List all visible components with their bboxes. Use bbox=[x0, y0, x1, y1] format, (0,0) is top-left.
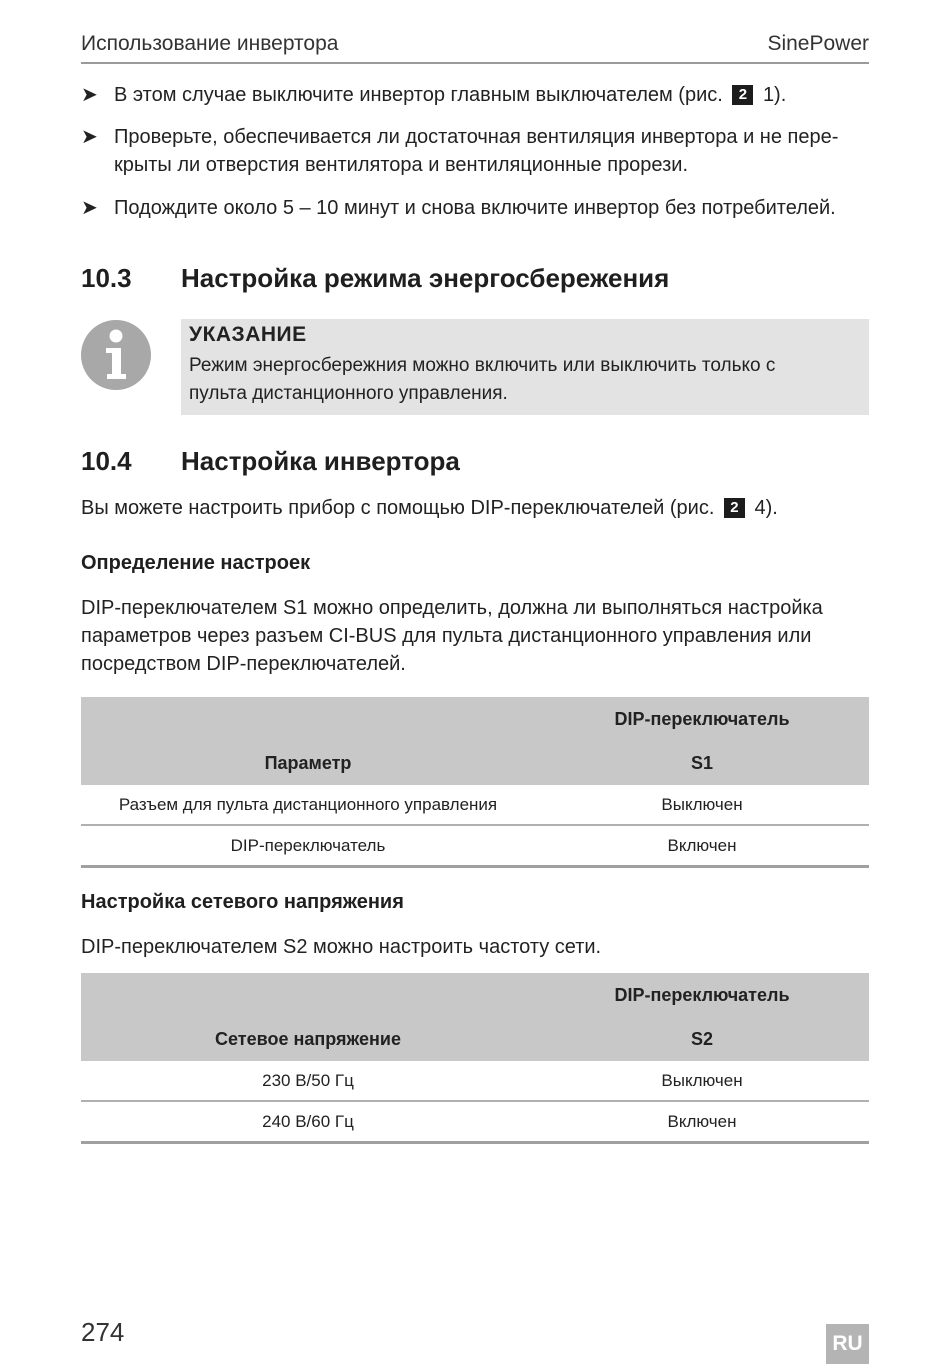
section-number: 10.3 bbox=[81, 263, 132, 293]
arrow-icon: ➤ bbox=[81, 197, 98, 219]
section-title: Настройка инвертора bbox=[181, 446, 460, 476]
intro-text-tail: 4). bbox=[754, 497, 778, 519]
table-header-empty bbox=[81, 973, 535, 1017]
table-header-switch: S1 bbox=[535, 741, 869, 785]
table-cell: Выключен bbox=[535, 785, 869, 825]
table-cell: Включен bbox=[535, 1101, 869, 1143]
arrow-icon: ➤ bbox=[81, 126, 98, 148]
bullet-item bbox=[81, 123, 871, 179]
table-row bbox=[81, 1061, 869, 1101]
table-cell: Выключен bbox=[535, 1061, 869, 1101]
figure-ref-badge: 2 bbox=[724, 498, 745, 518]
voltage-paragraph: DIP-переключателем S2 можно настроить частоту сети. bbox=[81, 936, 602, 958]
bullet-item bbox=[81, 81, 871, 109]
intro-text: Вы можете настроить прибор с помощью DIP-переключателей (рис. bbox=[81, 497, 715, 519]
table-row bbox=[81, 825, 869, 867]
subheading-voltage: Настройка сетевого напряжения bbox=[81, 891, 404, 913]
page-header bbox=[81, 30, 869, 64]
section-heading-10-4 bbox=[81, 446, 460, 477]
table-cell: Включен bbox=[535, 825, 869, 867]
table-header-voltage: Сетевое напряжение bbox=[81, 1017, 535, 1061]
bullet-text: Подождите около 5 – 10 минут и снова включите инвертор без потребителей. bbox=[114, 197, 836, 219]
table-header-dip: DIP-переключатель bbox=[535, 973, 869, 1017]
bullet-item bbox=[81, 194, 871, 222]
settings-paragraph: DIP-переключателем S1 можно определить, должна ли выполняться настройка параметров через разъем CI-BUS для пульта дистанционного управления или посредством DIP-переключателей. bbox=[81, 597, 823, 675]
subheading-settings: Определение настроек bbox=[81, 552, 311, 574]
section-title: Настройка режима энергосбережения bbox=[181, 263, 670, 293]
table-cell: 230 В/50 Гц bbox=[81, 1061, 535, 1101]
intro-paragraph bbox=[81, 494, 871, 522]
table-row bbox=[81, 1101, 869, 1143]
bullet-text: В этом случае выключите инвертор главным выключателем (рис. bbox=[114, 84, 723, 106]
header-product-name: SinePower bbox=[767, 32, 869, 55]
section-heading-10-3 bbox=[81, 263, 669, 294]
note-title: УКАЗАНИЕ bbox=[189, 323, 307, 346]
bullet-text: Проверьте, обеспечивается ли достаточная вентиляция инвертора и не перекрыты ли отверстия вентилятора и вентиляционные прорези. bbox=[114, 126, 839, 176]
figure-ref-badge: 2 bbox=[732, 85, 753, 105]
table-header-empty bbox=[81, 697, 535, 741]
page-number: 274 bbox=[81, 1317, 125, 1347]
info-icon bbox=[80, 319, 152, 391]
section-number: 10.4 bbox=[81, 446, 132, 476]
table-cell: 240 В/60 Гц bbox=[81, 1101, 535, 1143]
table-header-switch: S2 bbox=[535, 1017, 869, 1061]
note-box bbox=[181, 319, 869, 415]
language-badge: RU bbox=[826, 1324, 869, 1364]
dip-s1-table bbox=[81, 697, 869, 868]
table-header-param: Параметр bbox=[81, 741, 535, 785]
table-header-dip: DIP-переключатель bbox=[535, 697, 869, 741]
header-section-title: Использование инвертора bbox=[81, 32, 339, 55]
bullet-text-tail: 1). bbox=[762, 84, 787, 106]
table-cell: DIP-переключатель bbox=[81, 825, 535, 867]
table-row bbox=[81, 785, 869, 825]
table-cell: Разъем для пульта дистанционного управления bbox=[81, 785, 535, 825]
dip-s2-table bbox=[81, 973, 869, 1144]
arrow-icon: ➤ bbox=[81, 84, 98, 106]
note-text: Режим энергосбережния можно включить или выключить только с пульта дистанционного управления. bbox=[189, 355, 776, 404]
